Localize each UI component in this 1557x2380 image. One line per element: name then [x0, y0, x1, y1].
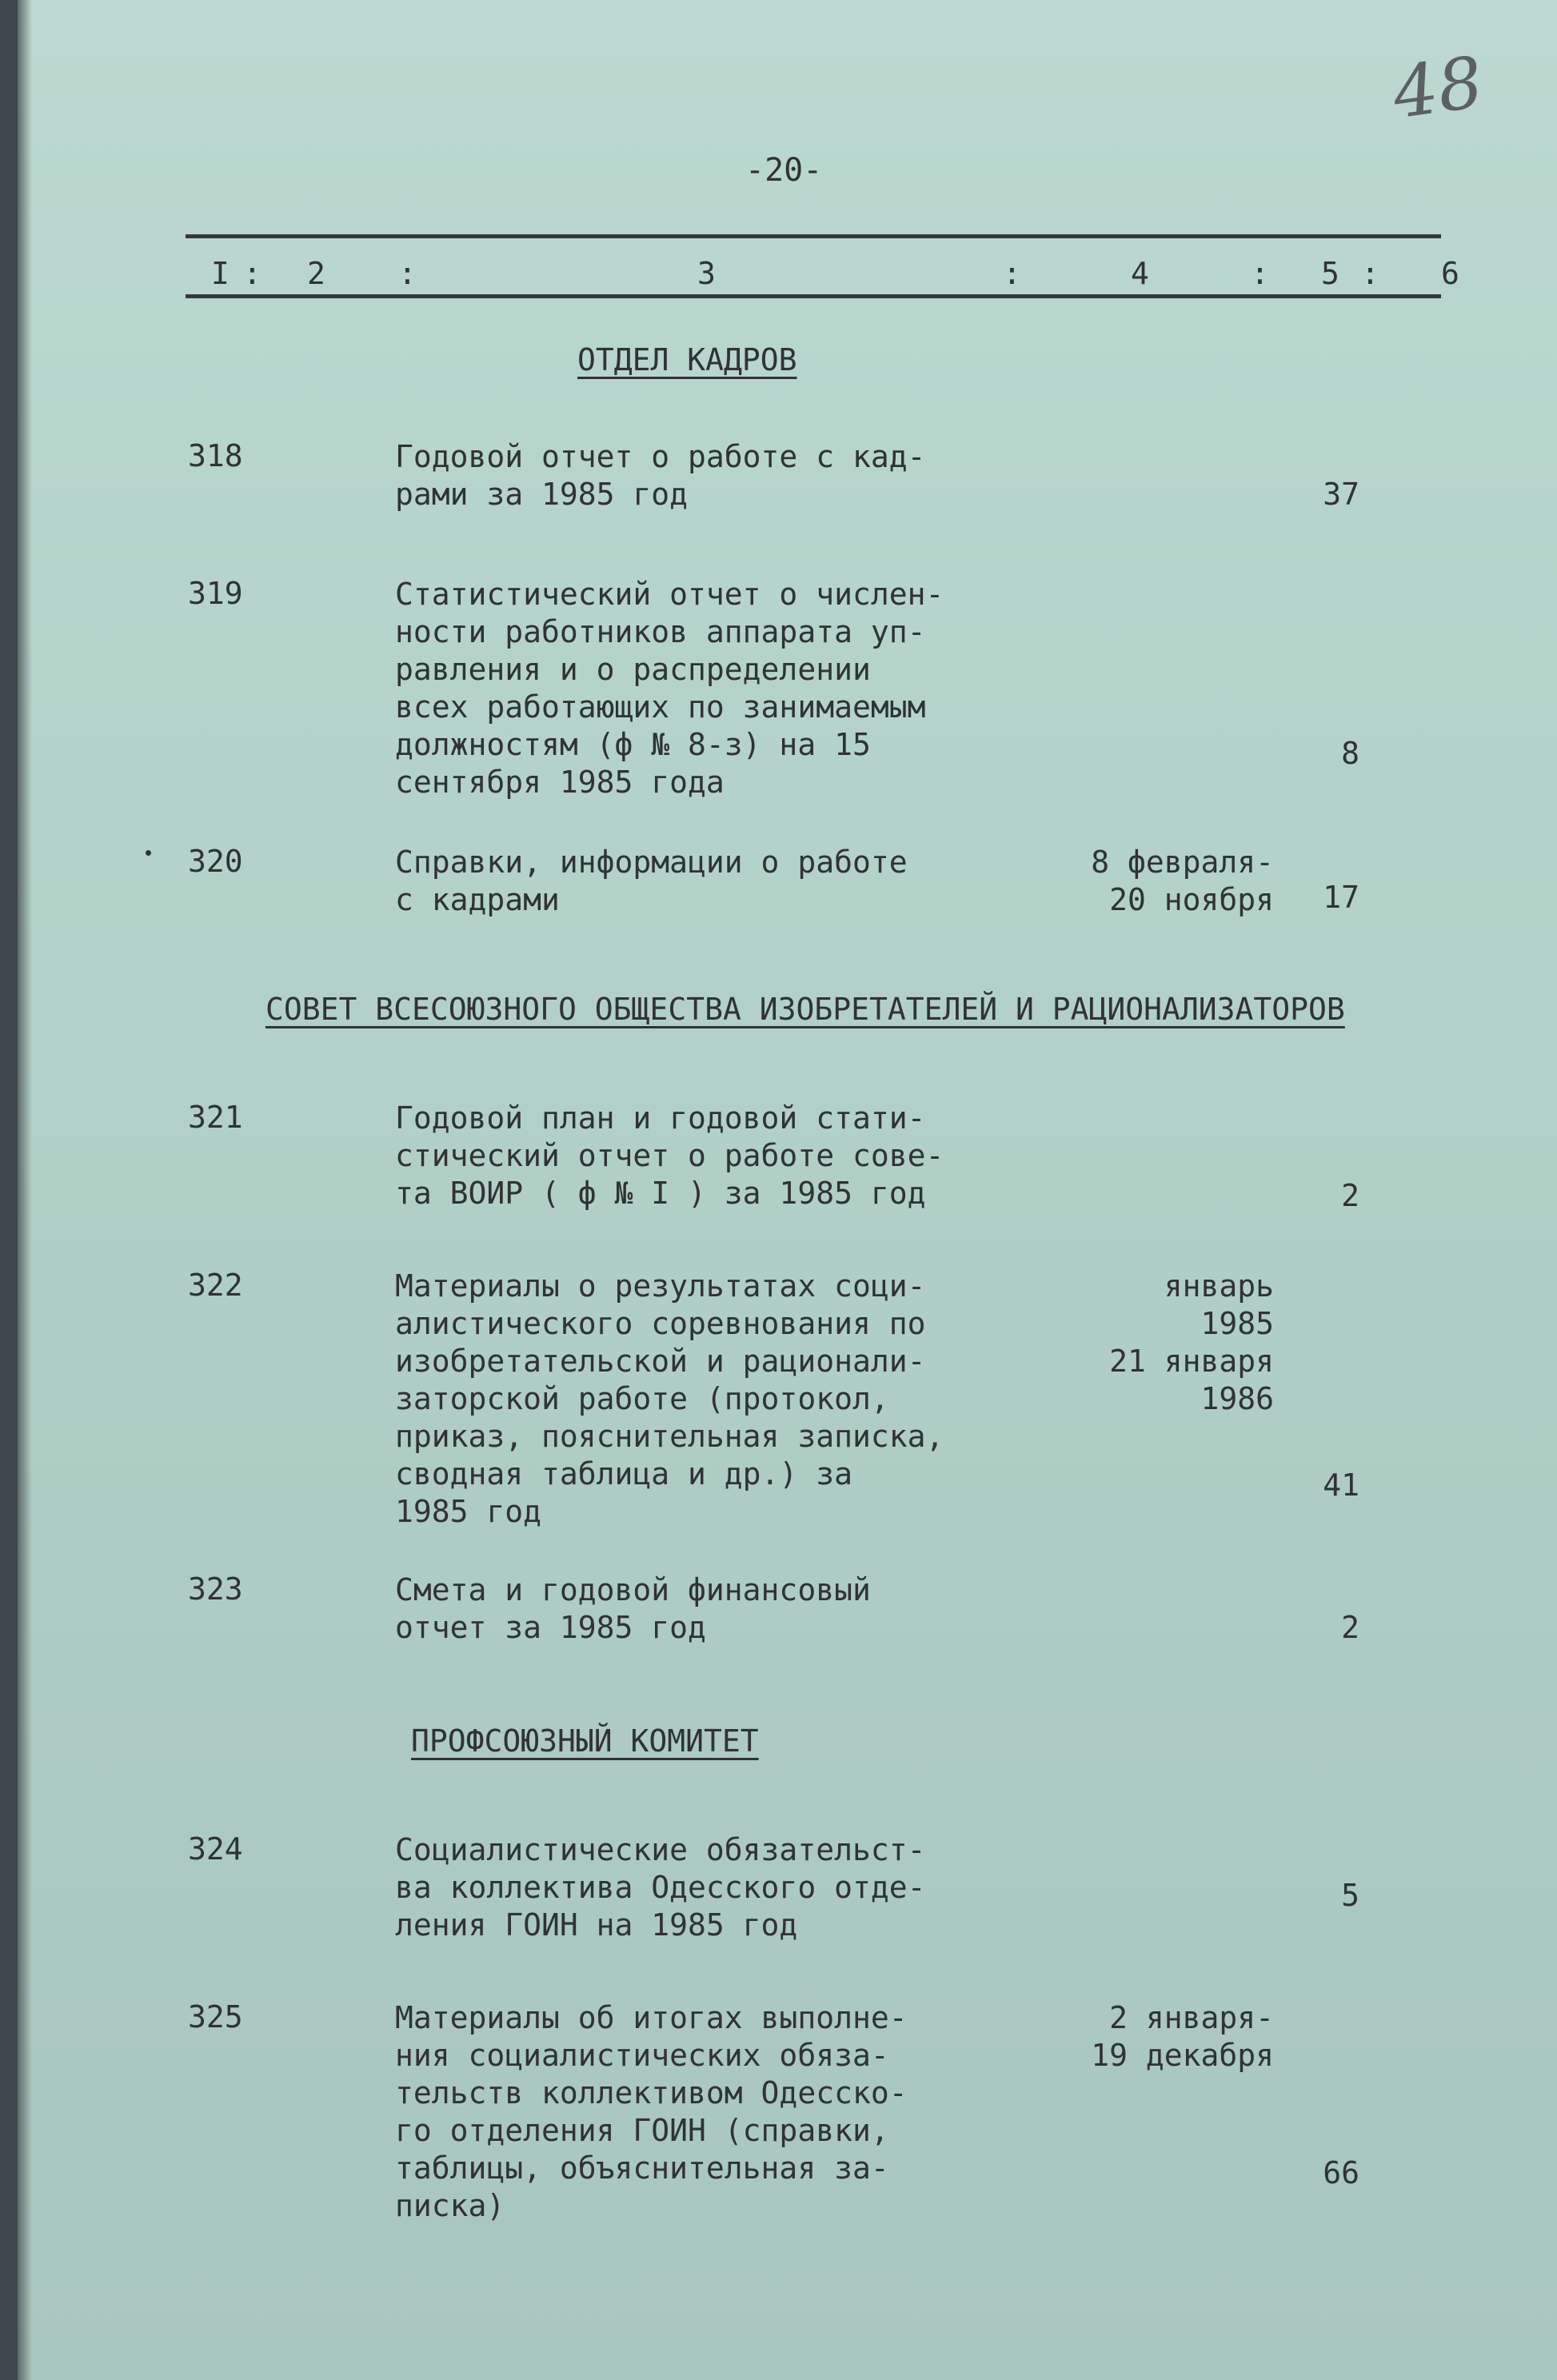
ink-speck [146, 850, 151, 856]
header-col-2: 2 [307, 256, 325, 291]
item-description: Социалистические обязательст- ва коллектива Одесского отде- ления ГОИН на 1985 год [395, 1832, 926, 1943]
section-title: ОТДЕЛ КАДРОВ [577, 342, 797, 377]
item-sheets: 5 [1341, 1878, 1359, 1913]
section-title: СОВЕТ ВСЕСОЮЗНОГО ОБЩЕСТВА ИЗОБРЕТАТЕЛЕЙ И РАЦИОНАЛИЗАТОРОВ [265, 992, 1345, 1027]
item-number: 319 [188, 576, 243, 611]
header-separator: : [243, 256, 261, 291]
item-number: 320 [188, 844, 243, 879]
item-description: Статистический отчет о числен- ности работников аппарата уп- равления и о распределении всех работающих по занимаемым должностям (ф № 8-з) на 15 сентября 1985 года [395, 577, 944, 800]
page-number: -20- [745, 152, 823, 189]
item-dates: 8 февраля- 20 ноября [1091, 845, 1274, 917]
item-description: Материалы о результатах соци- алистического соревнования по изобретательской и рационали- заторской работе (протокол, приказ, пояснительная записка, сводная таблица и др.) за 1985 год [395, 1268, 944, 1529]
item-number: 324 [188, 1831, 243, 1867]
item-number: 322 [188, 1268, 243, 1303]
item-number: 318 [188, 438, 243, 473]
archive-page [18, 0, 1557, 2380]
item-sheets: 2 [1341, 1610, 1359, 1645]
item-number: 321 [188, 1100, 243, 1135]
item-description: Смета и годовой финансовый отчет за 1985 год [395, 1572, 871, 1645]
header-separator: : [1251, 256, 1269, 291]
item-sheets: 66 [1323, 2155, 1359, 2190]
handwritten-sheet-number: 48 [1387, 40, 1488, 135]
item-dates: 2 января- 19 декабря [1091, 2000, 1274, 2073]
item-sheets: 41 [1323, 1468, 1359, 1503]
section-title: ПРОФСОЮЗНЫЙ КОМИТЕТ [411, 1723, 759, 1759]
header-separator: : [1361, 256, 1379, 291]
item-dates: январь 1985 21 января 1986 [1109, 1268, 1274, 1416]
header-col-3: 3 [697, 256, 716, 291]
item-description: Материалы об итогах выполне- ния социалистических обяза- тельств коллективом Одесско- го отделения ГОИН (справки, таблицы, объяснительная за- писка) [395, 2000, 908, 2223]
header-col-1: I [211, 256, 230, 291]
item-sheets: 2 [1341, 1178, 1359, 1213]
item-number: 325 [188, 1999, 243, 2035]
header-separator: : [398, 256, 417, 291]
header-col-5: 5 [1321, 256, 1339, 291]
header-top-rule [186, 234, 1441, 238]
item-sheets: 17 [1323, 880, 1359, 915]
item-description: Справки, информации о работе с кадрами [395, 845, 908, 917]
item-sheets: 37 [1323, 477, 1359, 512]
item-description: Годовой план и годовой стати- стический отчет о работе сове- та ВОИР ( ф № I ) за 1985 год [395, 1100, 944, 1211]
header-col-4: 4 [1131, 256, 1149, 291]
header-col-6: 6 [1441, 256, 1459, 291]
item-description: Годовой отчет о работе с кад- рами за 1985 год [395, 439, 926, 512]
header-separator: : [1003, 256, 1021, 291]
header-bottom-rule [186, 294, 1441, 298]
item-sheets: 8 [1341, 736, 1359, 771]
item-number: 323 [188, 1571, 243, 1607]
